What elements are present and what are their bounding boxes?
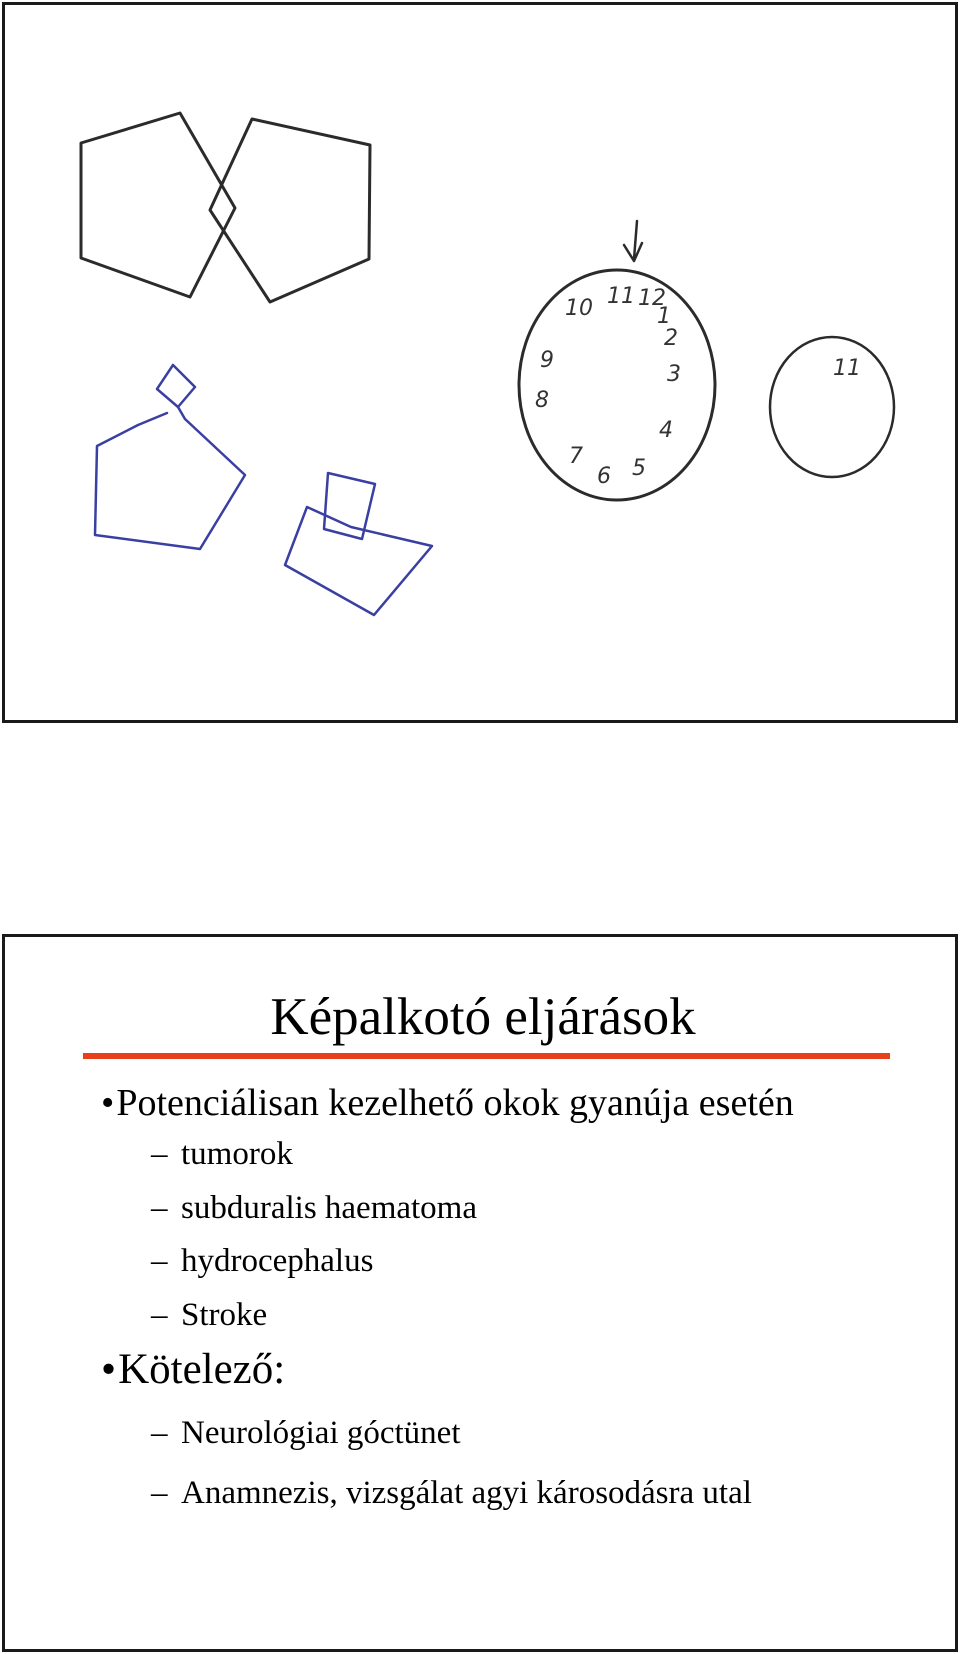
copied-figure-right: [285, 507, 432, 615]
slide-drawing-test: [2, 2, 958, 723]
bullet-2-text: Kötelező:: [118, 1346, 286, 1393]
subitem-text: tumorok: [181, 1136, 293, 1172]
subitem: – Neurológiai góctünet: [151, 1415, 461, 1451]
copied-small-square: [157, 365, 195, 407]
subitem: – Anamnezis, vizsgálat agyi károsodásra utal: [151, 1475, 752, 1511]
bullet-1: •Potenciálisan kezelhető okok gyanúja esetén: [101, 1082, 794, 1124]
clock-number-1: 1: [657, 304, 671, 329]
subitem-text: Stroke: [181, 1297, 268, 1333]
clock-arrow-icon: [624, 221, 642, 261]
bullet-1-text: Potenciálisan kezelhető okok gyanúja esetén: [116, 1082, 794, 1124]
clock-number-9: 9: [540, 348, 554, 373]
subitem: – subduralis haematoma: [151, 1190, 478, 1226]
title-underline: [83, 1053, 890, 1059]
bullet-2: •Kötelező:: [101, 1346, 286, 1393]
subitem: – hydrocephalus: [151, 1243, 374, 1279]
clock-number-6: 6: [597, 464, 611, 489]
copied-figure-right-inner: [324, 473, 375, 539]
subitem: – Stroke: [151, 1297, 268, 1333]
copied-figure-left: [95, 407, 245, 549]
slide-title: Képalkotó eljárások: [270, 988, 696, 1046]
clock-number-10: 10: [565, 296, 593, 321]
clock-number-7: 7: [569, 444, 583, 469]
drawing-canvas: [5, 5, 955, 720]
small-circle-text: 11: [833, 356, 861, 381]
subitem-text: hydrocephalus: [181, 1243, 374, 1279]
slide-imaging-procedures: [2, 934, 958, 1652]
small-circle: [770, 337, 894, 477]
clock-number-3: 3: [667, 362, 681, 387]
clock-number-12: 12: [638, 286, 666, 311]
clock-number-4: 4: [659, 418, 673, 443]
clock-number-2: 2: [664, 326, 678, 351]
subitem-text: Neurológiai góctünet: [181, 1415, 461, 1451]
clock-number-8: 8: [535, 388, 549, 413]
subitem-text: subduralis haematoma: [181, 1190, 478, 1226]
clock-number-5: 5: [632, 456, 646, 481]
clock-number-11: 11: [607, 284, 635, 309]
subitem: – tumorok: [151, 1136, 293, 1172]
subitem-text: Anamnezis, vizsgálat agyi károsodásra utal: [181, 1475, 752, 1511]
